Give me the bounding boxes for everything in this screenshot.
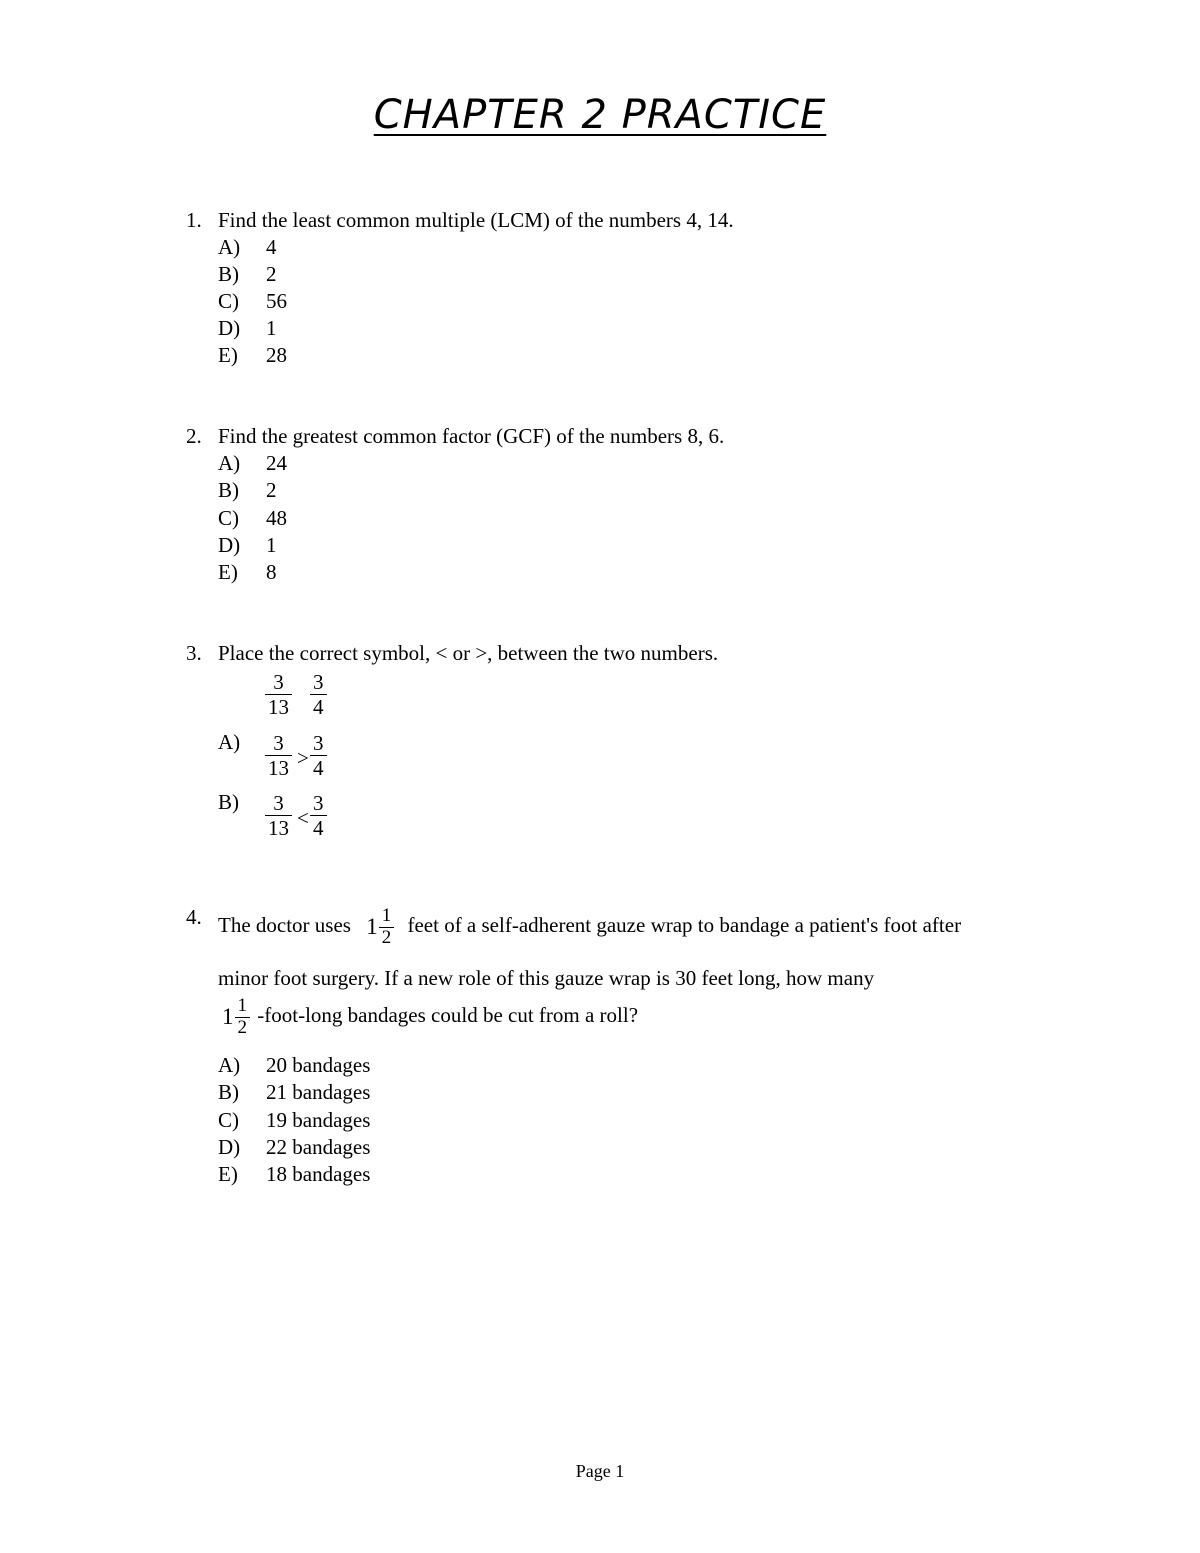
fraction: $\frac{3}{13}$ (265, 731, 292, 780)
mixed-number: 1 $\frac{1}{2}$ (222, 996, 250, 1039)
question-text: Find the greatest common factor (GCF) of the numbers 8, 6. (218, 424, 725, 448)
question-line-2: minor foot surgery. If a new role of this gauze wrap is 30 feet long, how many (218, 966, 875, 990)
mixed-number: 1 $\frac{1}{2}$ (366, 906, 394, 949)
comparison-symbol: < (297, 806, 309, 830)
page-footer: Page 1 (575, 1461, 625, 1481)
fraction: $\frac{3}{4}$ (310, 791, 327, 840)
question-line-3: 1 $\frac{1}{2}$ -foot-long bandages could be cut from a roll? (222, 995, 639, 1038)
question-number: 3. (186, 641, 202, 665)
question-number: 4. (186, 905, 202, 929)
page-title: CHAPTER 2 PRACTICE (373, 92, 827, 138)
question-number: 2. (186, 424, 202, 448)
question-number: 1. (186, 208, 202, 232)
fraction: $\frac{3}{13}$ (265, 791, 292, 840)
fraction: $\frac{3}{4}$ (310, 731, 327, 780)
comparison-symbol: > (297, 746, 309, 770)
question-text: Place the correct symbol, < or >, between the two numbers. (218, 641, 719, 665)
fraction: $\frac{3}{4}$ (310, 670, 327, 719)
fraction: $\frac{3}{13}$ (265, 670, 292, 719)
question-text: Find the least common multiple (LCM) of the numbers 4, 14. (218, 208, 734, 232)
question-line-1: The doctor uses 1 $\frac{1}{2}$ feet of a self-adherent gauze wrap to bandage a patient's foot after (218, 905, 962, 948)
